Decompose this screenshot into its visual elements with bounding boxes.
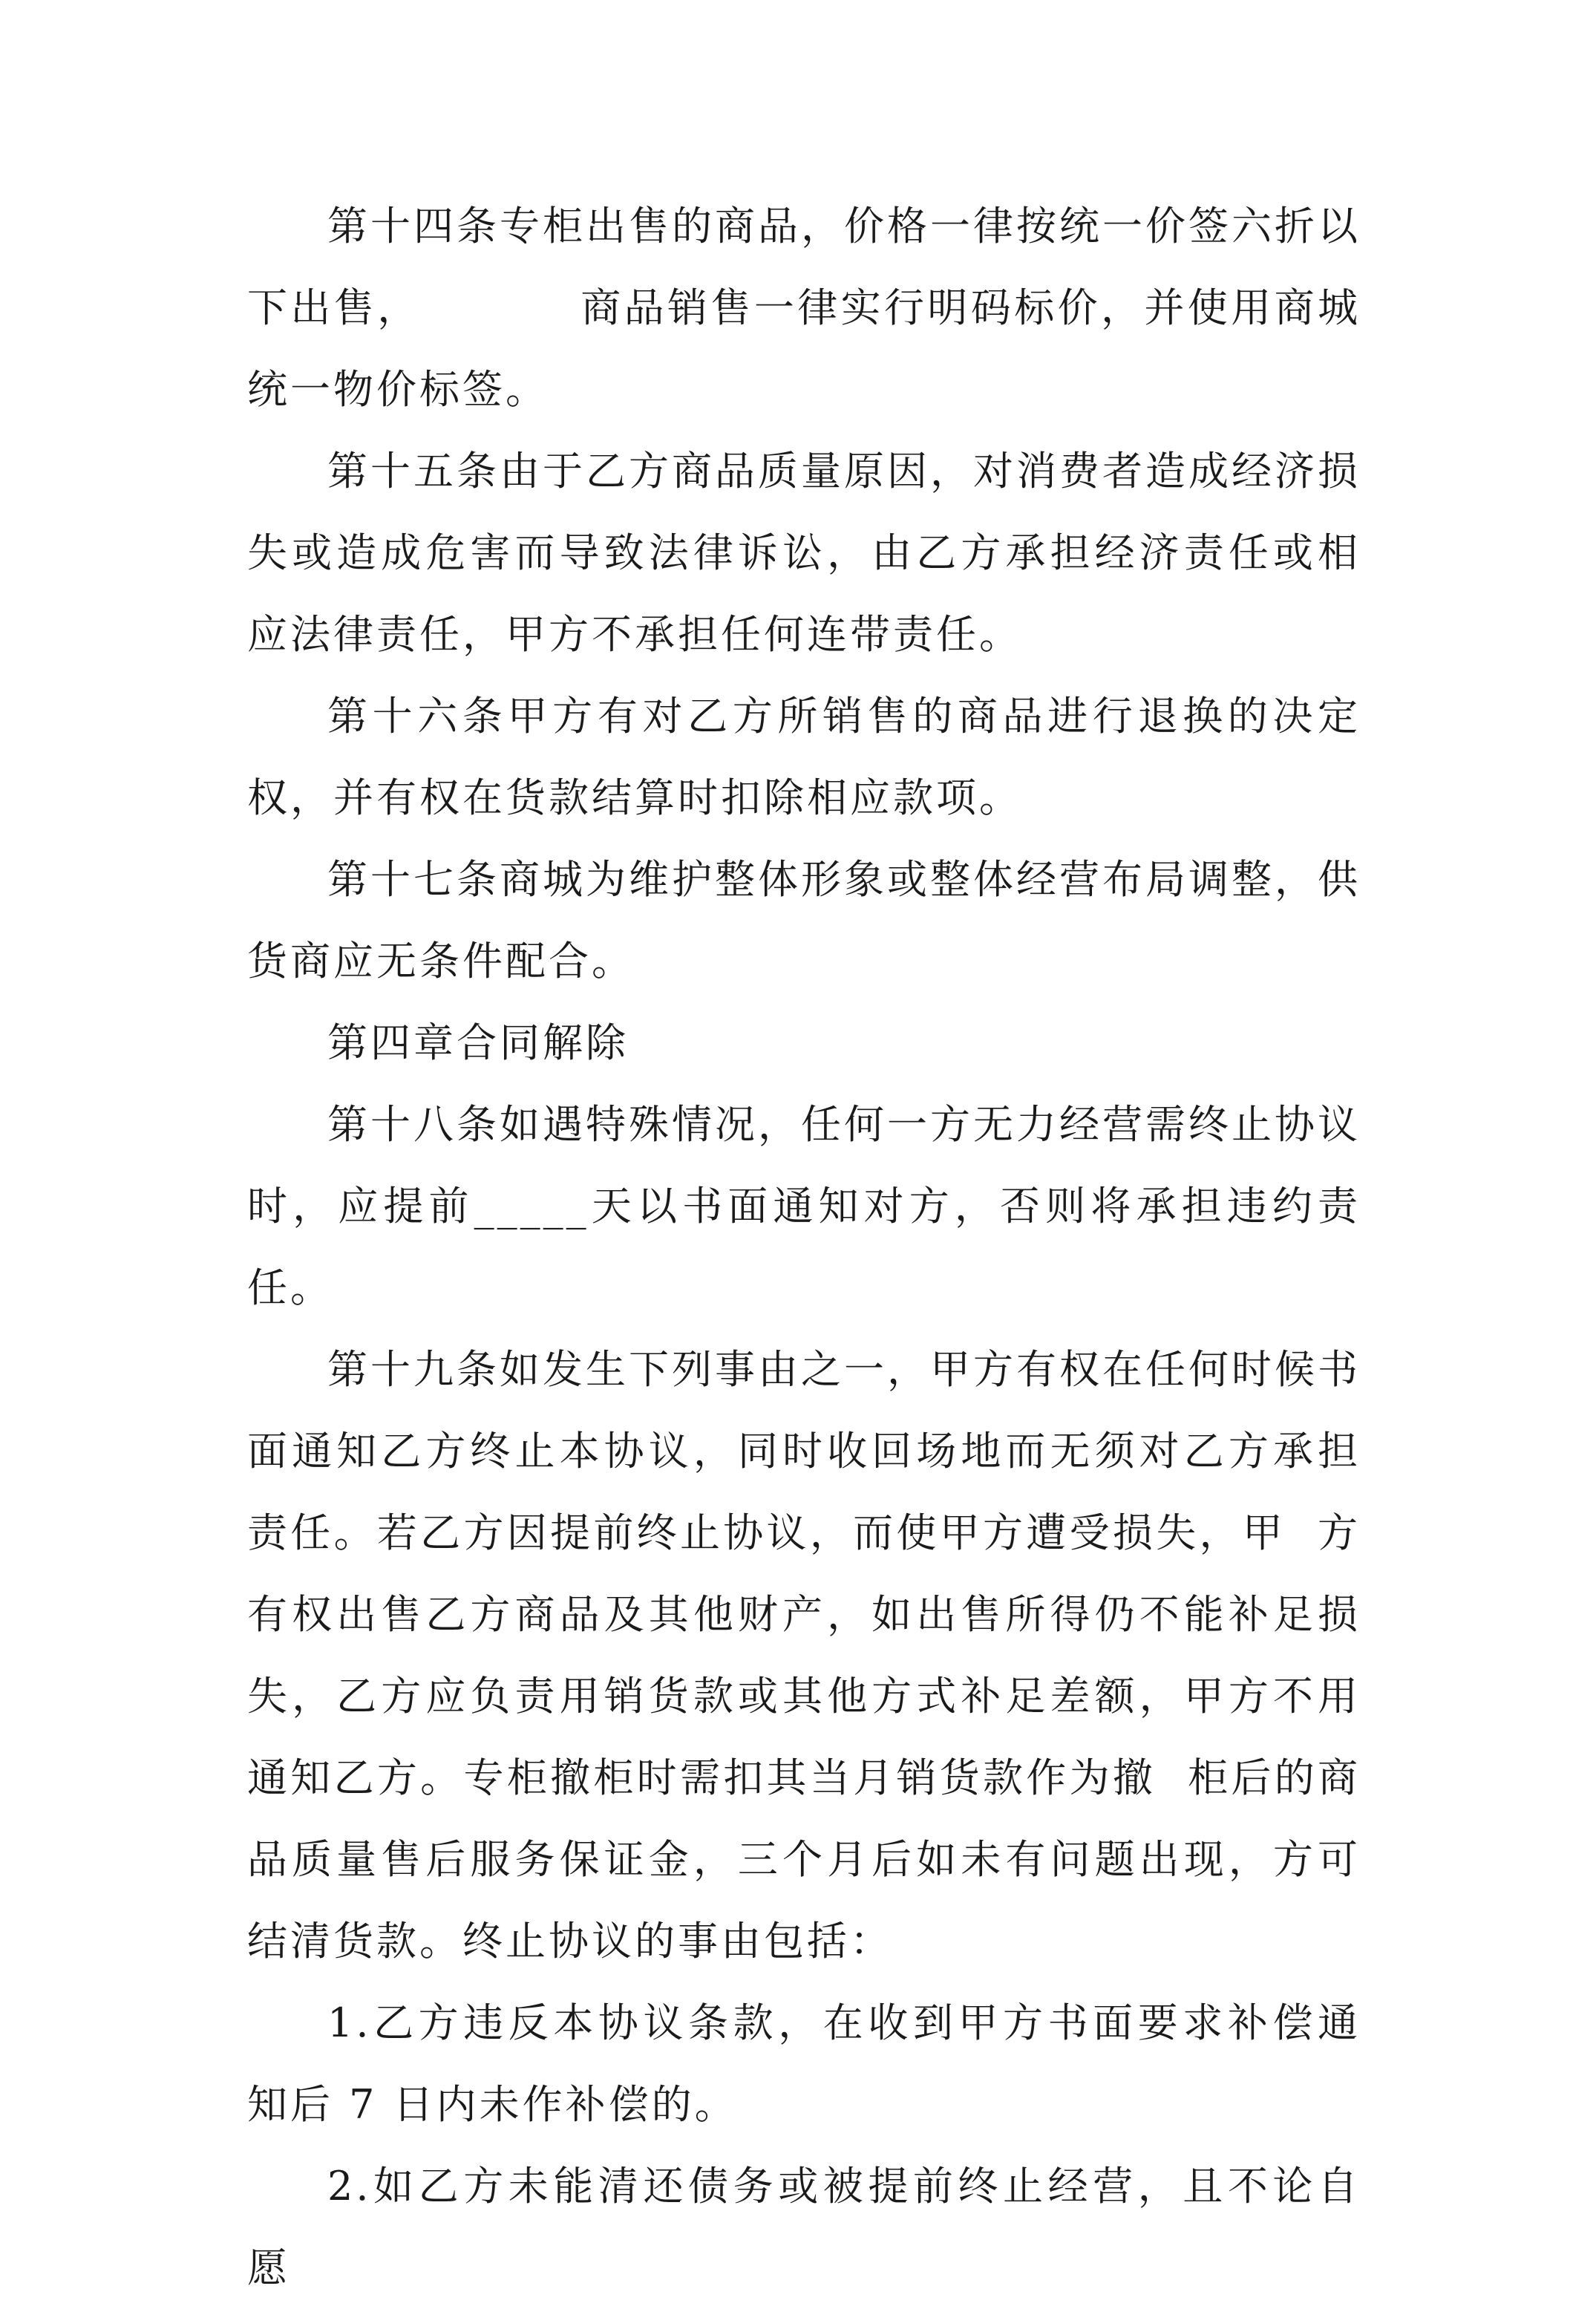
- document-body: [247, 186, 1361, 2309]
- article-19: 第十九条如发生下列事由之一，甲方有权在任何时候书面通知乙方终止本协议，同时收回场地而无须对乙方承担责任。若乙方因提前终止协议，而使甲方遭受损失，甲 方有权出售乙方商品及其他财产，如出售所得仍不能补足损失，乙方应负责用销货款或其他方式补足差额，甲方不用通知乙方。专柜撤柜时需扣其当月销货款作为撤 柜后的商品质量售后服务保证金，三个月后如未有问题出现，方可结清货款。终止协议的事由包括：: [247, 1346, 1361, 1965]
- article-15: 第十五条由于乙方商品质量原因，对消费者造成经济损失或造成危害而导致法律诉讼，由乙方承担经济责任或相应法律责任，甲方不承担任何连带责任。: [247, 448, 1361, 658]
- chapter-heading: 第四章合同解除: [327, 1019, 629, 1066]
- list-item-2: 2.如乙方未能清还债务或被提前终止经营，且不论自愿: [247, 2163, 1361, 2291]
- article-16: 第十六条甲方有对乙方所销售的商品进行退换的决定权，并有权在货款结算时扣除相应款项。: [247, 693, 1361, 821]
- article-14: 第十四条专柜出售的商品，价格一律按统一价签六折以下出售， 商品销售一律实行明码标价，并使用商城统一物价标签。: [247, 203, 1361, 413]
- list-item-1: 1.乙方违反本协议条款，在收到甲方书面要求补偿通知后 7 日内未作补偿的。: [247, 1999, 1361, 2128]
- article-17: 第十七条商城为维护整体形象或整体经营布局调整，供货商应无条件配合。: [247, 856, 1361, 984]
- article-18: 第十八条如遇特殊情况，任何一方无力经营需终止协议时，应提前_____天以书面通知对方，否则将承担违约责任。: [247, 1101, 1361, 1311]
